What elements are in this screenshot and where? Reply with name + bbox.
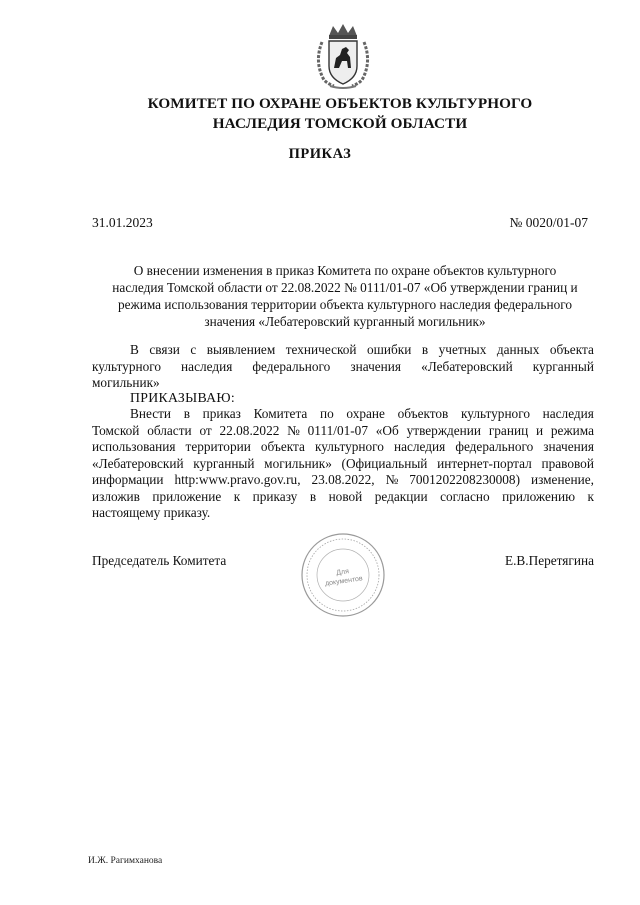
paragraph-line: настоящему приказу. [92,505,211,520]
paragraph-line: Внести в приказ Комитета по охране объектов культурного наследия [130,406,594,421]
executor-name: И.Ж. Рагимханова [88,856,163,866]
document-number: № 0020/01-07 [509,215,588,230]
subject-line: О внесении изменения в приказ Комитета по охране объектов культурного [133,263,557,278]
stamp-text-2: документов [324,575,364,588]
coat-of-arms-icon [312,22,374,92]
paragraph-line: культурного наследия федерального значения «Лебатеровский курганный [92,358,594,374]
paragraph-line: изложив приложение к приказу в новой редакции согласно приложению к [92,488,594,504]
document-subject [80,262,610,330]
order-word: ПРИКАЗЫВАЮ: [130,390,235,405]
org-line-1: КОМИТЕТ ПО ОХРАНЕ ОБЪЕКТОВ КУЛЬТУРНОГО [147,95,533,112]
paragraph-line: могильник» [92,375,160,390]
paragraph-line: информации http:www.pravo.gov.ru, 23.08.2022, № 7001202208230008) изменение, [92,472,594,487]
document-date: 31.01.2023 [92,215,153,230]
signer-name: Е.В.Перетягина [504,553,594,568]
stamp-text-1: Для [335,568,350,577]
subject-line: режима использования территории объекта культурного наследия федерального [117,297,572,312]
paragraph-line: «Лебатеровский курганный могильник» (Официальный интернет-портал правовой [92,455,594,471]
paragraph-line: В связи с выявлением технической ошибки в учетных данных объекта [130,342,594,357]
round-stamp-icon [300,532,386,618]
document-type: ПРИКАЗ [288,146,352,162]
signer-position: Председатель Комитета [92,553,227,568]
subject-line: значения «Лебатеровский курганный могильник» [204,314,486,329]
organization-name [60,94,620,134]
org-line-2: НАСЛЕДИЯ ТОМСКОЙ ОБЛАСТИ [212,115,468,132]
paragraph-line: Томской области от 22.08.2022 № 0111/01-07 «Об утверждении границ и режима [92,422,594,438]
paragraph-line: использования территории объекта культурного наследия федерального значения [92,439,594,454]
paragraph-order [92,406,594,522]
subject-line: наследия Томской области от 22.08.2022 № 0111/01-07 «Об утверждении границ и [112,280,578,295]
paragraph-reason [92,342,594,392]
